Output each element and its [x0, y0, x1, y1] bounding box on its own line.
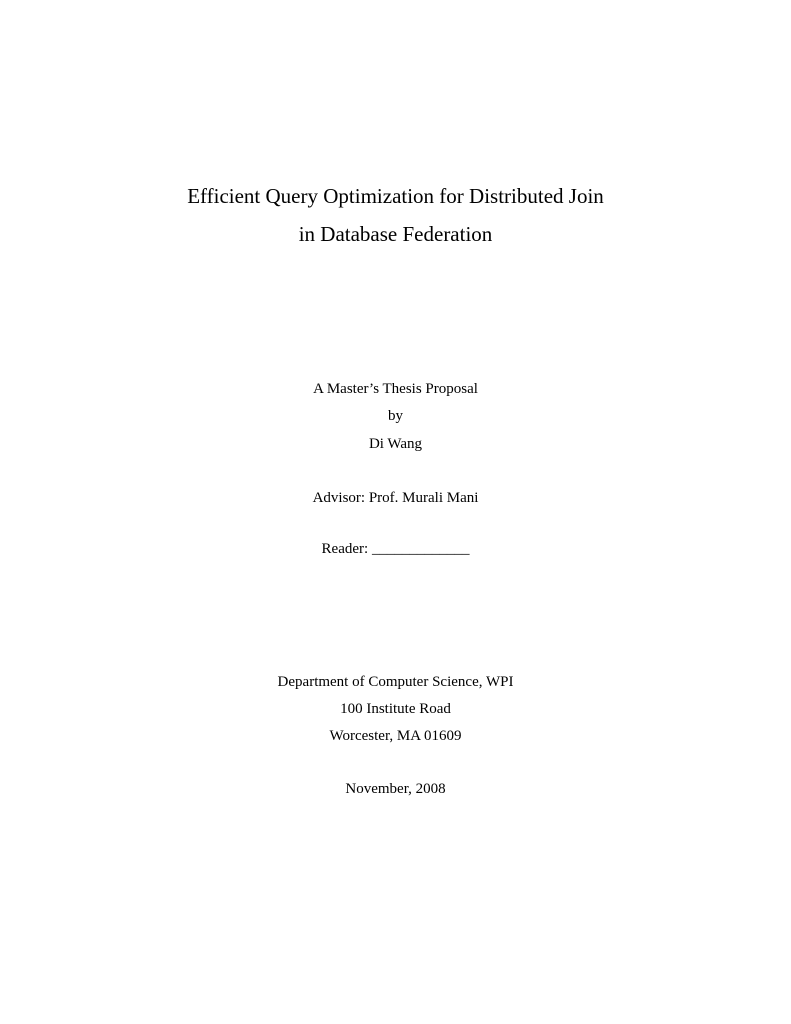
title-line-1: Efficient Query Optimization for Distributed Join [187, 184, 604, 208]
title-line-2: in Database Federation [298, 222, 493, 246]
by-label: by [388, 408, 403, 424]
city-line: Worcester, MA 01609 [329, 728, 462, 744]
reader-line: Reader: _____________ [321, 541, 470, 557]
proposal-type: A Master’s Thesis Proposal [313, 381, 478, 397]
author-name: Di Wang [368, 436, 423, 452]
department-line: Department of Computer Science, WPI [277, 674, 514, 690]
date-line: November, 2008 [345, 781, 446, 797]
street-line: 100 Institute Road [340, 701, 451, 717]
advisor-line: Advisor: Prof. Murali Mani [312, 490, 479, 506]
